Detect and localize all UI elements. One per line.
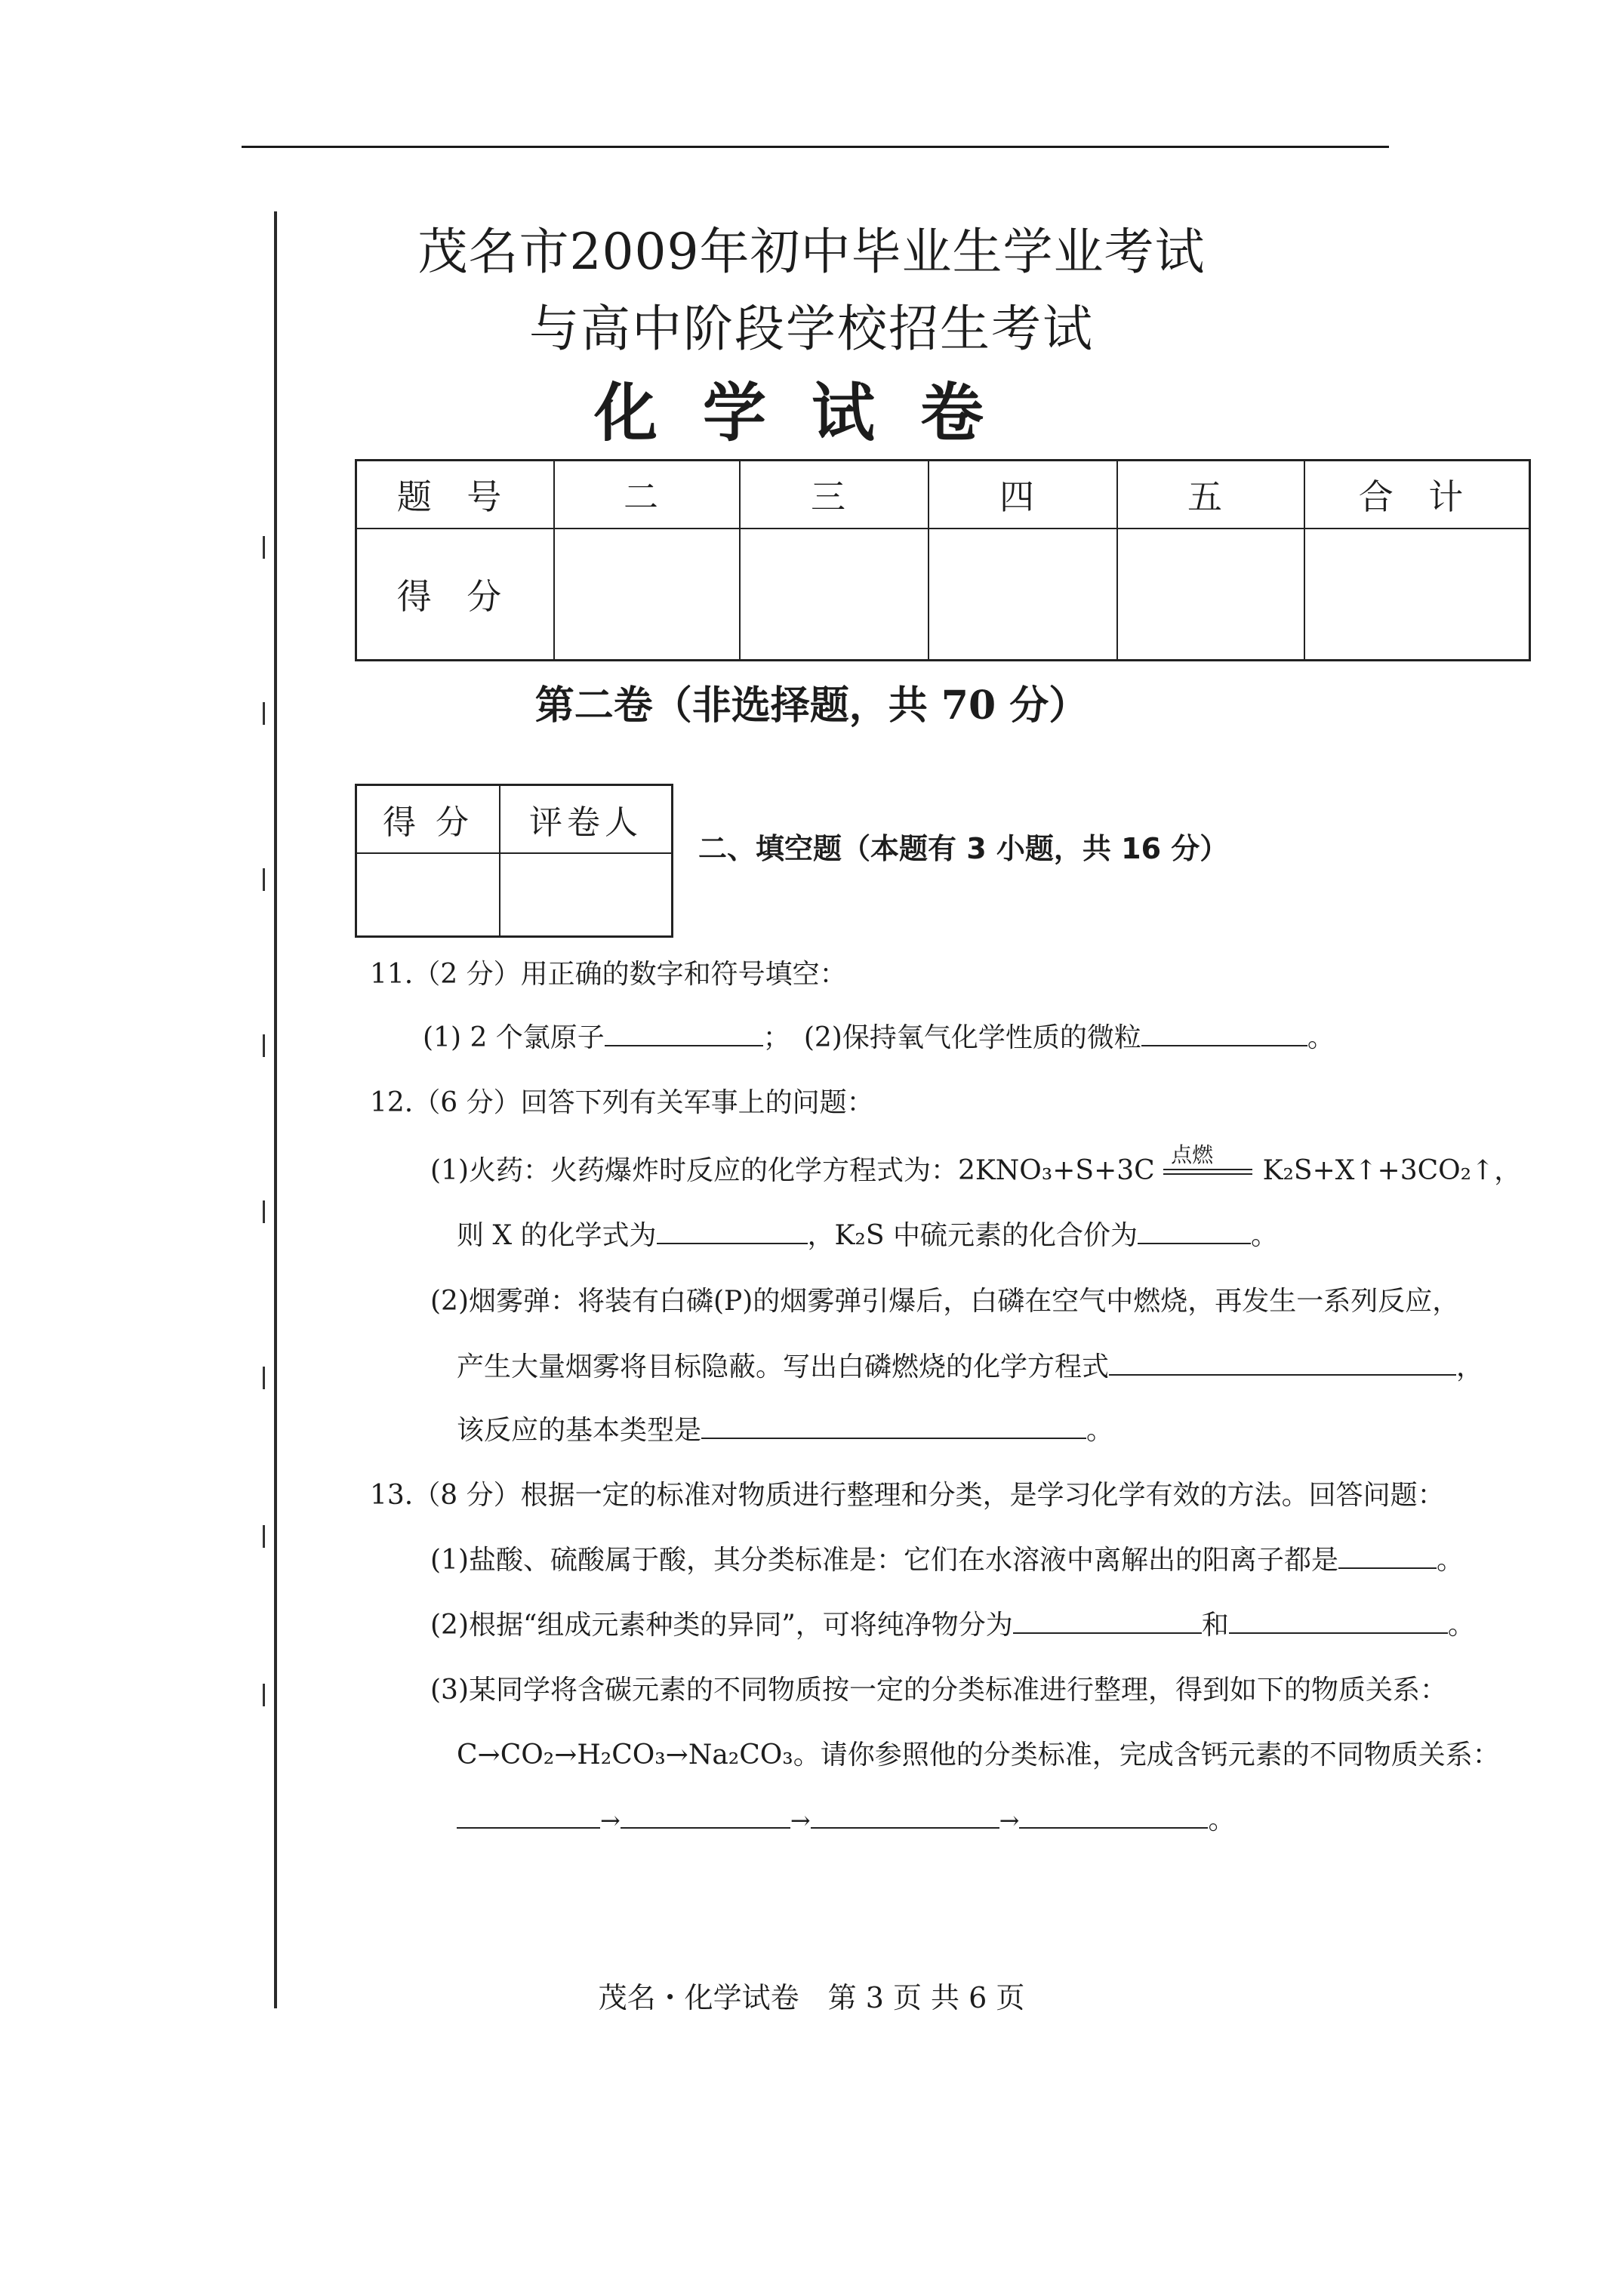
- answer-blank[interactable]: [1109, 1348, 1456, 1376]
- question-11-stem: 11.（2 分）用正确的数字和符号填空：: [370, 959, 847, 990]
- q11-end: 。: [1307, 1022, 1335, 1053]
- question-12-part1-line2: [457, 1214, 1278, 1253]
- reaction-condition: [1163, 1142, 1254, 1179]
- question-12-part1-line1: [430, 1142, 1522, 1188]
- binding-mark: [263, 868, 271, 891]
- score-header-cell: 五: [1118, 461, 1305, 529]
- section-title: 二、填空题（本题有 3 小题，共 16 分）: [698, 832, 1229, 865]
- score-header-cell: 二: [555, 461, 741, 529]
- score-table: [355, 459, 1531, 661]
- question-12-part2-line3: [457, 1409, 1113, 1447]
- answer-blank[interactable]: [1019, 1801, 1208, 1829]
- question-12-part2-line2: [457, 1345, 1483, 1384]
- score-header-cell: 题 号: [357, 461, 555, 529]
- arrow-icon: →: [790, 1806, 811, 1835]
- question-13-part2: [430, 1604, 1475, 1642]
- reaction-condition-label: 点燃: [1171, 1142, 1214, 1167]
- question-12-part2-line1: (2)烟雾弹：将装有白磷(P)的烟雾弹引爆后，白磷在空气中燃烧，再发生一系列反应，: [430, 1286, 1460, 1317]
- exam-subject-title: 化学试卷: [593, 375, 1029, 450]
- q11-separator: ；: [762, 1022, 777, 1053]
- q13-line-end: 。: [1208, 1804, 1236, 1835]
- arrow-icon: →: [600, 1806, 621, 1835]
- q12-reaction-type-prompt: 该反应的基本类型是: [457, 1415, 702, 1446]
- score-row-label: 得 分: [357, 529, 555, 659]
- score-cell: [1305, 529, 1529, 659]
- answer-blank[interactable]: [621, 1801, 790, 1829]
- binding-mark: [263, 536, 271, 559]
- q11-part2-text: (2)保持氧气化学性质的微粒: [803, 1022, 1141, 1053]
- binding-line: [274, 211, 277, 2008]
- binding-mark: [263, 1367, 271, 1389]
- binding-mark: [263, 1525, 271, 1548]
- arrow-icon: →: [999, 1806, 1020, 1835]
- score-cell: [741, 529, 929, 659]
- exam-title-line1: 茂名市2009年初中毕业生学业考试: [417, 223, 1206, 281]
- answer-blank[interactable]: [1229, 1607, 1448, 1634]
- answer-blank[interactable]: [1338, 1542, 1437, 1569]
- exam-title-line2: 与高中阶段学校招生考试: [529, 300, 1094, 358]
- q12-line-end: ，: [1456, 1351, 1484, 1382]
- question-12-stem: 12.（6 分）回答下列有关军事上的问题：: [370, 1087, 874, 1118]
- q13-line-end: 。: [1447, 1610, 1475, 1641]
- answer-blank[interactable]: [457, 1801, 600, 1829]
- q12-x-formula-text: 则 X 的化学式为: [457, 1220, 657, 1251]
- score-cell: [555, 529, 741, 659]
- answer-blank[interactable]: [811, 1801, 999, 1829]
- equals-bar: [1163, 1173, 1252, 1175]
- question-13-part3-line2: C→CO₂→H₂CO₃→Na₂CO₃。请你参照他的分类标准，完成含钙元素的不同物质关系：: [457, 1740, 1500, 1771]
- binding-mark: [263, 1034, 271, 1057]
- q13-part2-text: (2)根据“组成元素种类的异同”，可将纯净物分为: [430, 1610, 1013, 1641]
- answer-blank[interactable]: [1141, 1019, 1307, 1046]
- q12-line-end: 。: [1086, 1415, 1114, 1446]
- answer-blank[interactable]: [657, 1217, 808, 1244]
- answer-blank[interactable]: [1013, 1607, 1202, 1634]
- grader-score-cell: [357, 854, 500, 935]
- q12-valence-text: ，K₂S 中硫元素的化合价为: [807, 1220, 1138, 1251]
- grader-name-label: 评卷人: [500, 786, 671, 854]
- page-footer: 茂名・化学试卷 第 3 页 共 6 页: [598, 1981, 1025, 2014]
- question-13-part3-chain: [457, 1798, 1235, 1837]
- grader-table: [355, 784, 673, 938]
- question-13-part1: [430, 1539, 1464, 1577]
- question-13-part3-line1: (3)某同学将含碳元素的不同物质按一定的分类标准进行整理，得到如下的物质关系：: [430, 1675, 1447, 1706]
- q11-part1-text: (1) 2 个氯原子: [423, 1022, 605, 1053]
- q13-line-end: 。: [1437, 1545, 1464, 1576]
- equals-bar: [1163, 1169, 1252, 1170]
- score-header-cell: 合 计: [1305, 461, 1529, 529]
- score-cell: [929, 529, 1118, 659]
- score-header-cell: 四: [929, 461, 1118, 529]
- question-11-body: [423, 1016, 1335, 1055]
- part-title: 第二卷（非选择题，共 70 分）: [534, 683, 1089, 729]
- score-header-cell: 三: [741, 461, 929, 529]
- answer-blank[interactable]: [605, 1019, 763, 1046]
- score-cell: [1118, 529, 1305, 659]
- answer-blank[interactable]: [1138, 1217, 1251, 1244]
- q12-equation-products: K₂S+X↑+3CO₂↑，: [1262, 1155, 1522, 1186]
- binding-mark: [263, 1684, 271, 1706]
- binding-mark: [263, 1200, 271, 1223]
- question-13-stem: 13.（8 分）根据一定的标准对物质进行整理和分类，是学习化学有效的方法。回答问题：: [370, 1480, 1445, 1511]
- q12-line-end: 。: [1250, 1220, 1278, 1251]
- grader-score-label: 得 分: [357, 786, 500, 854]
- grader-name-cell: [500, 854, 671, 935]
- top-rule: [242, 146, 1389, 148]
- q13-and: 和: [1201, 1610, 1229, 1641]
- answer-blank[interactable]: [701, 1412, 1086, 1439]
- q13-part1-text: (1)盐酸、硫酸属于酸，其分类标准是：它们在水溶液中离解出的阳离子都是: [430, 1545, 1338, 1576]
- q12-equation-reactants: (1)火药：火药爆炸时反应的化学方程式为：2KNO₃+S+3C: [430, 1155, 1155, 1186]
- q12-equation-prompt: 产生大量烟雾将目标隐蔽。写出白磷燃烧的化学方程式: [457, 1351, 1110, 1382]
